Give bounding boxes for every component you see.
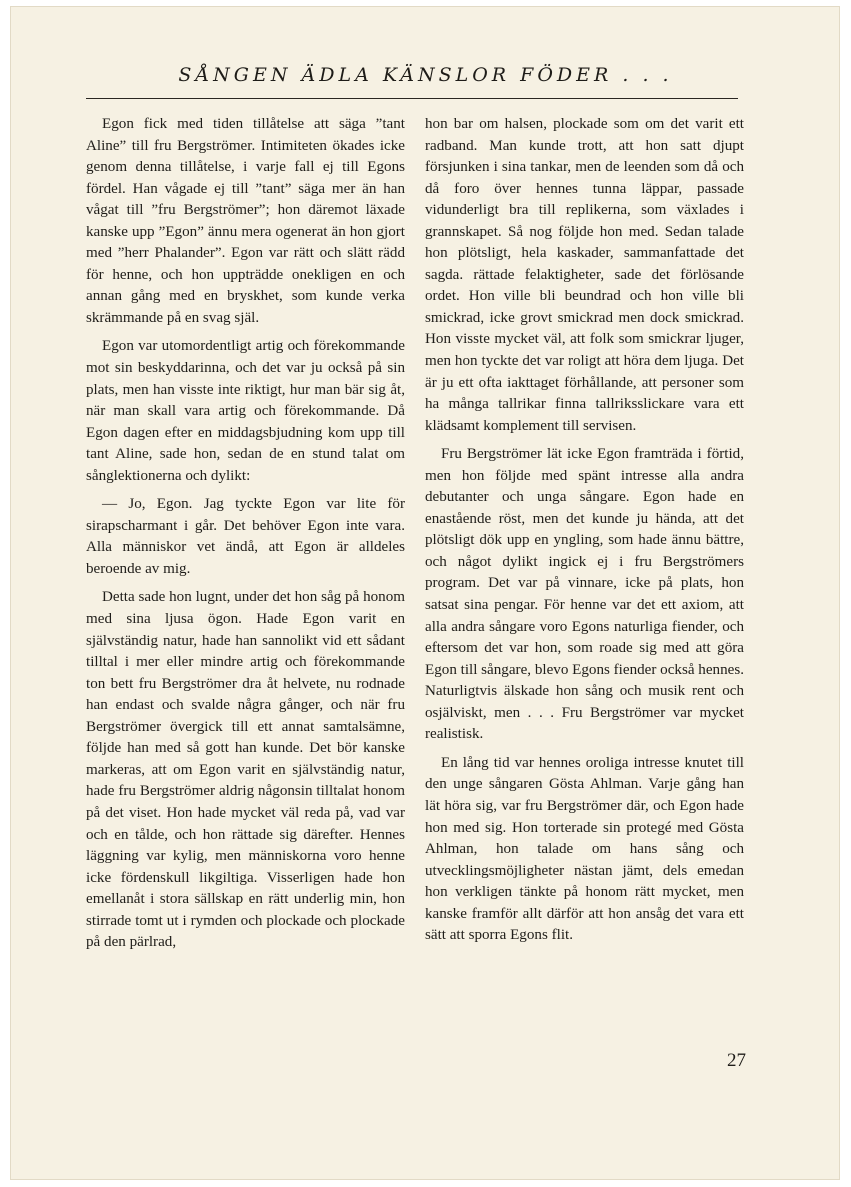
paragraph: — Jo, Egon. Jag tyckte Egon var lite för sirapscharmant i går. Det behöver Egon inte vara. Alla människor vet ändå, att Egon är alldeles beroende av mig. [86, 496, 405, 577]
paragraph: Detta sade hon lugnt, under det hon såg på honom med sina ljusa ögon. Hade Egon varit en självständig natur, hade han sannolikt vid ett sådant tilltal i mer eller mindre artig och förekommande ton bett fru Bergströmer dra åt helvete, nu rodnade han endast och svalde några gånger, och när fru Bergströmer övergick till ett annat samtalsämne, följde han med så gott han kunde. Det bör kanske markeras, att om Egon varit en självständig natur, hade fru Bergströmer aldrig någonsin tilltalat honom på det viset. Hon hade mycket väl reda på, vad var och en tålde, och hon rättade sig därefter. Hennes läggning var kylig, men människorna voro henne icke fördenskull likgiltiga. Visserligen hade hon emellanåt i stora sällskap en rätt underlig min, hon stirrade tomt ut i rymden och plockade och plockade på den pärlrad, [86, 589, 405, 951]
right-column [425, 114, 744, 954]
running-title: SÅNGEN ÄDLA KÄNSLOR FÖDER . . . [178, 64, 673, 86]
paragraph: Fru Bergströmer lät icke Egon framträda i förtid, men hon följde med spänt intresse alla andra debutanter och unga sångare. Egon hade en enastående röst, men det kunde ju hända, att det plötsligt dök upp en yngling, som hade ännu bättre, och något dylikt ingick ej i fru Bergströmers program. Det var på vinnare, icke på plats, hon satsat sina pengar. För henne var det ett axiom, att alla andra sångare voro Egons naturliga fiender, och eftersom det var hon, som roade sig med att göra Egon till sångare, blevo Egons fiender också hennes. Naturligtvis älskade hon sång och musik rent och osjälviskt, men . . . Fru Bergströmer var mycket realistisk. [425, 446, 744, 743]
page-number: 27 [727, 1050, 746, 1071]
header-rule [86, 98, 738, 99]
left-column [86, 114, 405, 961]
paragraph: Egon var utomordentligt artig och förekommande mot sin beskyddarinna, och det var ju också på sin plats, men han visste inte riktigt, hur man bär sig åt, när man skall vara artig och förekommande. Då Egon dagen efter en middagsbjudning kom upp till tant Aline, sade hon, sedan de en stund talat om sånglektionerna och dylikt: [86, 338, 405, 484]
paragraph: Egon fick med tiden tillåtelse att säga ”tant Aline” till fru Bergströmer. Intimiteten ökades icke genom denna tillåtelse, i varje fall ej till Egons fördel. Han vågade ej till ”tant” säga mer än han vågat till ”fru Bergströmer”; hon däremot läxade kanske upp ”Egon” ännu mera ogenerat än hon gjort med ”herr Phalander”. Egon var rätt och slätt rädd för henne, och hon uppträdde onekligen en och annan gång med en bryskhet, som kunde verka skrämmande på en svag själ. [86, 116, 405, 326]
paragraph: En lång tid var hennes oroliga intresse knutet till den unge sångaren Gösta Ahlman. Varje gång han lät höra sig, var fru Bergströmer där, och Egon hade hon med sig. Hon torterade sin protegé med Gösta Ahlman, hon talade om hans sång och utvecklingsmöjligheter nästan jämt, dels emedan hon verkligen tänkte på honom rätt mycket, men kanske framför allt därför att hon ansåg det vara ett sätt att sporra Egons flit. [425, 754, 744, 944]
paragraph-continued: hon bar om halsen, plockade som om det varit ett radband. Man kunde trott, att hon satt djupt försjunken i sina tankar, men de leenden som då och då foro över hennes tunna läppar, passade vidunderligt bra till replikerna, som växlades i grannskapet. Så nog följde hon med. Sedan talade hon plötsligt, hela kaskader, sammanfattade det sagda. rättade felaktigheter, sade det förlösande ordet. Hon ville bli beundrad och hon ville bli smickrad, icke grovt smickrad men dock smickrad. Hon visste mycket väl, att folk som smickrar ljuger, men hon tyckte det var roligt att höra dem ljuga. Det är ju ett ofta iakttaget förhållande, att personer som ha många tallrikar finna tallriksslickare vara ett klädsamt komplement till servisen. [425, 116, 744, 434]
